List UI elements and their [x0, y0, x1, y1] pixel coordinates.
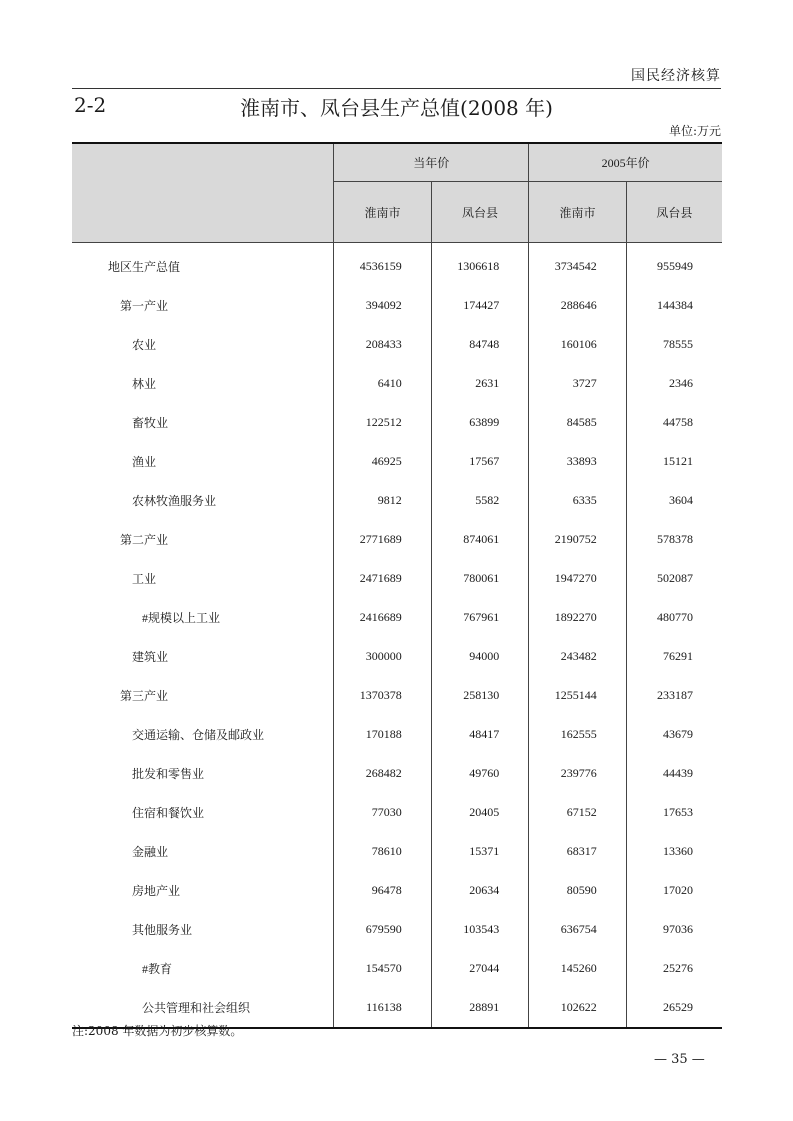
table-header-row-groups — [72, 143, 722, 182]
table-row — [72, 754, 722, 793]
table-row — [72, 871, 722, 910]
cell-value: 636754 — [529, 910, 627, 949]
cell-value: 243482 — [529, 637, 627, 676]
section-header: 国民经济核算 — [631, 68, 721, 84]
cell-value: 102622 — [529, 988, 627, 1028]
cell-value: 208433 — [334, 325, 432, 364]
cell-value: 13360 — [626, 832, 722, 871]
cell-value: 3734542 — [529, 243, 627, 287]
row-label: 工业 — [132, 572, 157, 586]
column-header: 淮南市 — [529, 182, 627, 243]
cell-value: 394092 — [334, 286, 432, 325]
cell-value: 480770 — [626, 598, 722, 637]
cell-value: 103543 — [431, 910, 529, 949]
column-header: 凤台县 — [431, 182, 529, 243]
row-label: 建筑业 — [132, 650, 169, 664]
cell-value: 679590 — [334, 910, 432, 949]
table-row — [72, 364, 722, 403]
cell-value: 67152 — [529, 793, 627, 832]
cell-value: 288646 — [529, 286, 627, 325]
row-label: 地区生产总值 — [108, 260, 181, 274]
table-row — [72, 598, 722, 637]
cell-value: 46925 — [334, 442, 432, 481]
cell-value: 3604 — [626, 481, 722, 520]
table-row — [72, 949, 722, 988]
cell-value: 68317 — [529, 832, 627, 871]
row-label: 林业 — [132, 377, 157, 391]
row-label: #规模以上工业 — [142, 611, 221, 625]
cell-value: 2416689 — [334, 598, 432, 637]
column-header: 凤台县 — [626, 182, 722, 243]
column-group-header: 2005年价 — [529, 143, 722, 182]
footnote: 注:2008 年数据为初步核算数。 — [72, 1024, 243, 1038]
cell-value: 17653 — [626, 793, 722, 832]
cell-value: 162555 — [529, 715, 627, 754]
row-label: 农业 — [132, 338, 157, 352]
cell-value: 874061 — [431, 520, 529, 559]
row-label: 第一产业 — [120, 299, 169, 313]
row-label: 房地产业 — [132, 884, 181, 898]
cell-value: 9812 — [334, 481, 432, 520]
row-label: 住宿和餐饮业 — [132, 806, 205, 820]
cell-value: 2631 — [431, 364, 529, 403]
cell-value: 76291 — [626, 637, 722, 676]
row-label: 公共管理和社会组织 — [72, 988, 334, 1028]
cell-value: 94000 — [431, 637, 529, 676]
unit-note: 单位:万元 — [668, 124, 721, 138]
table-row — [72, 243, 722, 287]
row-label: 畜牧业 — [132, 416, 169, 430]
cell-value: 28891 — [431, 988, 529, 1028]
table-row — [72, 910, 722, 949]
cell-value: 578378 — [626, 520, 722, 559]
table-row — [72, 832, 722, 871]
cell-value: 145260 — [529, 949, 627, 988]
cell-value: 2346 — [626, 364, 722, 403]
row-label: 其他服务业 — [132, 923, 193, 937]
header-rule — [72, 88, 721, 89]
cell-value: 78555 — [626, 325, 722, 364]
table-row — [72, 715, 722, 754]
cell-value: 144384 — [626, 286, 722, 325]
cell-value: 49760 — [431, 754, 529, 793]
cell-value: 97036 — [626, 910, 722, 949]
table-row — [72, 637, 722, 676]
cell-value: 3727 — [529, 364, 627, 403]
table-row — [72, 286, 722, 325]
cell-value: 84585 — [529, 403, 627, 442]
table-title: 淮南市、凤台县生产总值(2008 年) — [240, 96, 553, 120]
cell-value: 43679 — [626, 715, 722, 754]
cell-value: 1947270 — [529, 559, 627, 598]
cell-value: 116138 — [334, 988, 432, 1028]
cell-value: 300000 — [334, 637, 432, 676]
cell-value: 239776 — [529, 754, 627, 793]
cell-value: 955949 — [626, 243, 722, 287]
cell-value: 20634 — [431, 871, 529, 910]
gdp-table — [72, 142, 722, 1029]
row-label: #教育 — [142, 962, 173, 976]
cell-value: 2471689 — [334, 559, 432, 598]
row-label: 农林牧渔服务业 — [132, 494, 217, 508]
row-label: 交通运输、仓储及邮政业 — [132, 728, 265, 742]
cell-value: 154570 — [334, 949, 432, 988]
cell-value: 233187 — [626, 676, 722, 715]
table-row — [72, 676, 722, 715]
cell-value: 2190752 — [529, 520, 627, 559]
cell-value: 6410 — [334, 364, 432, 403]
cell-value: 96478 — [334, 871, 432, 910]
row-label: 渔业 — [132, 455, 157, 469]
cell-value: 15121 — [626, 442, 722, 481]
cell-value: 80590 — [529, 871, 627, 910]
cell-value: 1892270 — [529, 598, 627, 637]
cell-value: 15371 — [431, 832, 529, 871]
row-label: 批发和零售业 — [132, 767, 205, 781]
cell-value: 780061 — [431, 559, 529, 598]
cell-value: 268482 — [334, 754, 432, 793]
cell-value: 6335 — [529, 481, 627, 520]
row-label: 第二产业 — [120, 533, 169, 547]
cell-value: 5582 — [431, 481, 529, 520]
column-header: 淮南市 — [334, 182, 432, 243]
header-corner — [72, 143, 334, 243]
cell-value: 767961 — [431, 598, 529, 637]
cell-value: 17567 — [431, 442, 529, 481]
table-row — [72, 325, 722, 364]
cell-value: 174427 — [431, 286, 529, 325]
table-row — [72, 442, 722, 481]
cell-value: 48417 — [431, 715, 529, 754]
table-number: 2-2 — [74, 93, 107, 117]
cell-value: 1370378 — [334, 676, 432, 715]
page-number: — 35 — — [654, 1052, 705, 1067]
cell-value: 84748 — [431, 325, 529, 364]
cell-value: 17020 — [626, 871, 722, 910]
table-row — [72, 403, 722, 442]
cell-value: 25276 — [626, 949, 722, 988]
cell-value: 33893 — [529, 442, 627, 481]
cell-value: 1306618 — [431, 243, 529, 287]
table-row — [72, 793, 722, 832]
cell-value: 170188 — [334, 715, 432, 754]
row-label: 第三产业 — [120, 689, 169, 703]
cell-value: 26529 — [626, 988, 722, 1028]
cell-value: 122512 — [334, 403, 432, 442]
table-row — [72, 559, 722, 598]
cell-value: 502087 — [626, 559, 722, 598]
table-row — [72, 481, 722, 520]
cell-value: 27044 — [431, 949, 529, 988]
cell-value: 78610 — [334, 832, 432, 871]
cell-value: 44439 — [626, 754, 722, 793]
cell-value: 160106 — [529, 325, 627, 364]
table-row — [72, 520, 722, 559]
cell-value: 2771689 — [334, 520, 432, 559]
cell-value: 20405 — [431, 793, 529, 832]
cell-value: 1255144 — [529, 676, 627, 715]
cell-value: 4536159 — [334, 243, 432, 287]
row-label: 金融业 — [132, 845, 169, 859]
cell-value: 63899 — [431, 403, 529, 442]
cell-value: 44758 — [626, 403, 722, 442]
cell-value: 77030 — [334, 793, 432, 832]
column-group-header: 当年价 — [334, 143, 529, 182]
cell-value: 258130 — [431, 676, 529, 715]
